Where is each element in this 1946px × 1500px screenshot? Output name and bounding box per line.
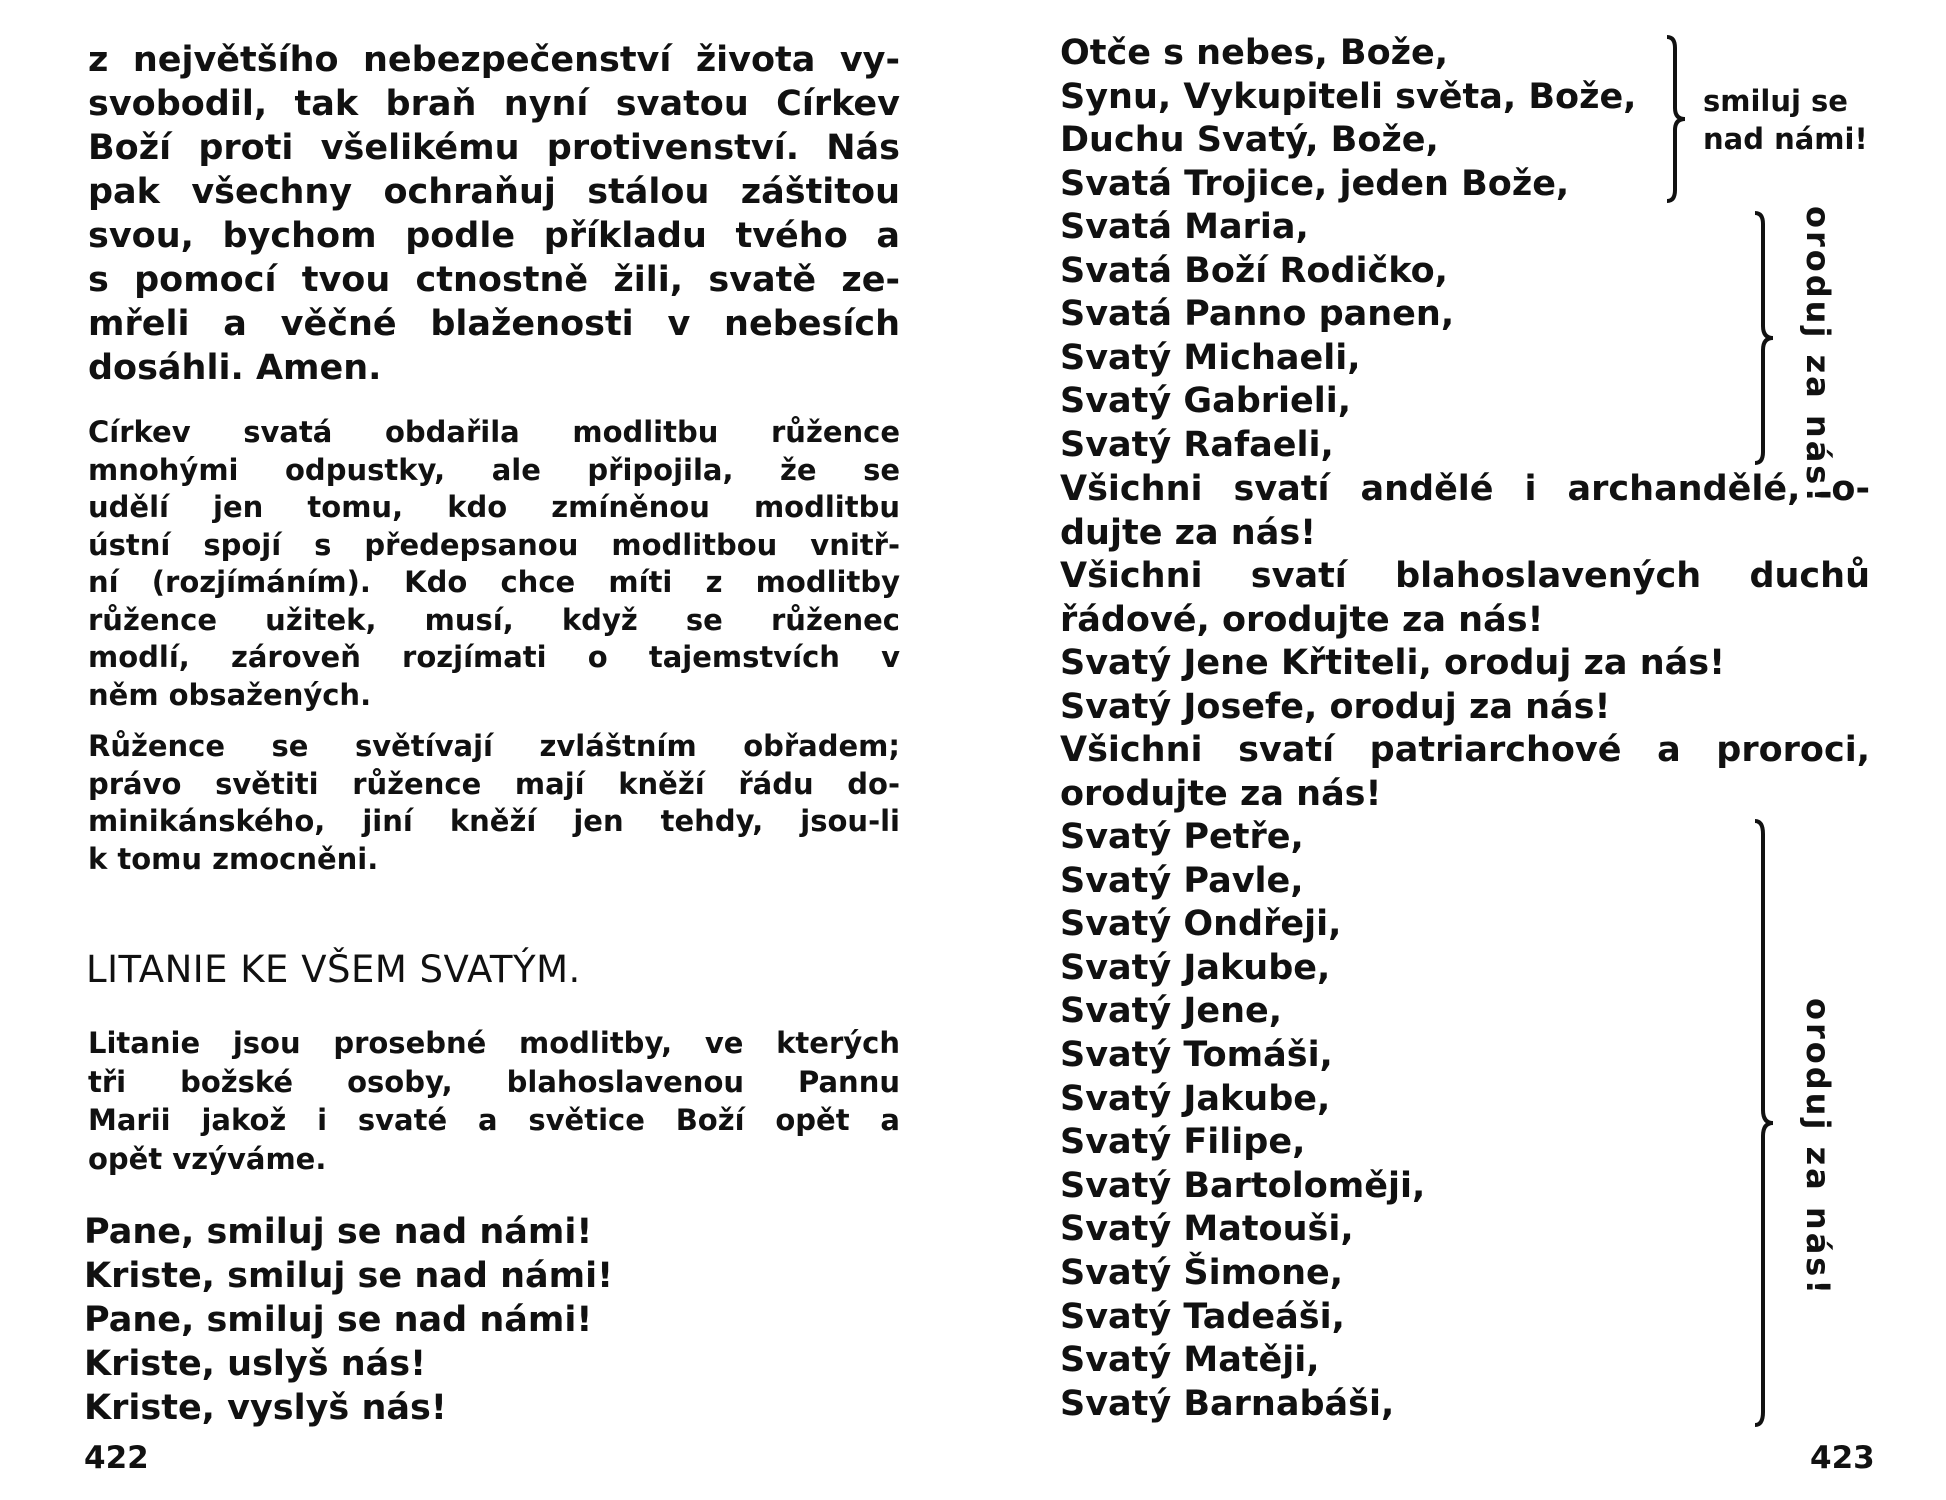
opening-invocations	[84, 1210, 613, 1430]
page-number: 422	[84, 1440, 149, 1476]
invocation-line: Svatý Šimone,	[1060, 1252, 1344, 1293]
text-line: Marii jakož i svaté a světice Boží opět a	[88, 1103, 900, 1137]
invocation-line: Svatý Jakube,	[1060, 947, 1331, 988]
text-line: růžence užitek, musí, když se růženec	[88, 602, 900, 637]
response-oroduj: oroduj za nás!	[1799, 206, 1837, 505]
indulgence-note-paragraph	[88, 414, 900, 714]
text-line: mnohými odpustky, ale připojila, že se	[88, 452, 900, 487]
trinity-brace	[1663, 34, 1693, 204]
text-line: svou, bychom podle příkladu tvého a	[88, 216, 900, 256]
invocation-line: Svatý Filipe,	[1060, 1122, 1306, 1163]
invocation-line: Svatý Jene,	[1060, 991, 1283, 1032]
invocation-line: Pane, smiluj se nad námi!	[84, 1212, 593, 1252]
text-line: ní (rozjímáním). Kdo chce míti z modlitby	[88, 565, 900, 599]
invocation-line: Svatý Ondřeji,	[1060, 904, 1342, 945]
blessing-note-paragraph	[88, 728, 900, 878]
text-line: pak všechny ochraňuj stálou záštitou	[88, 172, 900, 212]
invocation-line: Otče s nebes, Bože,	[1060, 33, 1449, 73]
text-line: svobodil, tak braň nyní svatou Církev	[88, 84, 900, 124]
text-line: právo světiti růžence mají kněží řádu do-	[88, 766, 900, 801]
response-miserere	[1703, 82, 1868, 158]
marian-brace	[1751, 210, 1781, 466]
prayer-conclusion-paragraph	[88, 38, 900, 390]
invocation-line: Svatá Trojice, jeden Bože,	[1060, 163, 1570, 204]
text-line: minikánského, jiní kněží jen tehdy, jsou-li	[88, 804, 900, 838]
text-line: k tomu zmocněni.	[88, 841, 379, 876]
text-line: mřeli a věčné blaženosti v nebesích	[88, 304, 900, 344]
text-line: s pomocí tvou ctnostně žili, svatě ze-	[88, 260, 900, 300]
invocation-line: Svatý Matěji,	[1060, 1340, 1320, 1381]
response-line: nad námi!	[1703, 122, 1868, 156]
text-line: Růžence se světívají zvláštním obřadem;	[88, 729, 900, 763]
text-line: Všichni svatí blahoslavených duchů	[1060, 556, 1870, 596]
text-line: Boží proti všelikému protivenství. Nás	[88, 128, 900, 168]
text-line: ústní spojí s předepsanou modlitbou vnitř-	[88, 527, 900, 562]
archangels-invocation	[1060, 468, 1870, 555]
baptist-invocation: Svatý Jene Křtiteli, oroduj za nás!	[1060, 643, 1726, 683]
apostles-brace	[1751, 818, 1781, 1428]
text-line: Litanie jsou prosebné modlitby, ve kterých	[88, 1026, 900, 1060]
invocation-line: Kriste, uslyš nás!	[84, 1344, 427, 1384]
invocation-line: Svatý Barnabáši,	[1060, 1383, 1395, 1424]
text-line: Všichni svatí andělé i archandělé, o-	[1060, 469, 1870, 509]
text-line: dujte za nás!	[1060, 512, 1317, 553]
page-number: 423	[1810, 1440, 1875, 1476]
invocation-line: Svatý Pavle,	[1060, 860, 1304, 901]
section-heading: LITANIE KE VŠEM SVATÝM.	[86, 948, 581, 991]
joseph-invocation: Svatý Josefe, oroduj za nás!	[1060, 687, 1611, 727]
invocation-line: Svatá Boží Rodičko,	[1060, 250, 1448, 291]
response-oroduj: oroduj za nás!	[1799, 998, 1837, 1297]
text-line: opět vzýváme.	[88, 1141, 327, 1176]
text-line: dosáhli. Amen.	[88, 348, 382, 388]
invocation-line: Svatá Maria,	[1060, 207, 1309, 247]
invocation-line: Kriste, vyslyš nás!	[84, 1388, 447, 1428]
text-line: orodujte za nás!	[1060, 773, 1382, 814]
invocation-line: Svatý Matouši,	[1060, 1209, 1354, 1250]
right-page	[973, 0, 1946, 1500]
apostle-invocations	[1060, 816, 1425, 1426]
response-line: smiluj se	[1703, 84, 1848, 118]
invocation-line: Svatý Michaeli,	[1060, 337, 1361, 378]
invocation-line: Svatý Bartoloměji,	[1060, 1165, 1426, 1206]
invocation-line: Svatý Tomáši,	[1060, 1034, 1333, 1075]
text-line: něm obsažených.	[88, 677, 372, 712]
marian-angel-invocations	[1060, 206, 1454, 468]
text-line: Církev svatá obdařila modlitbu růžence	[88, 415, 900, 449]
invocation-line: Svatý Petře,	[1060, 817, 1304, 857]
text-line: řádové, orodujte za nás!	[1060, 599, 1544, 640]
invocation-line: Pane, smiluj se nad námi!	[84, 1300, 593, 1340]
invocation-line: Svatá Panno panen,	[1060, 294, 1455, 335]
invocation-line: Duchu Svatý, Bože,	[1060, 120, 1439, 161]
text-line: tři božské osoby, blahoslavenou Pannu	[88, 1064, 900, 1099]
invocation-line: Svatý Tadeáši,	[1060, 1296, 1345, 1337]
patriarchs-invocation	[1060, 729, 1870, 816]
text-line: Všichni svatí patriarchové a proroci,	[1060, 730, 1870, 770]
invocation-line: Synu, Vykupiteli světa, Bože,	[1060, 76, 1637, 117]
invocation-line: Svatý Rafaeli,	[1060, 424, 1334, 465]
litany-intro-paragraph	[88, 1024, 900, 1178]
invocation-line: Kriste, smiluj se nad námi!	[84, 1256, 614, 1296]
trinity-invocations	[1060, 32, 1636, 206]
text-line: udělí jen tomu, kdo zmíněnou modlitbu	[88, 490, 900, 524]
text-line: z největšího nebezpečenství života vy-	[88, 40, 900, 80]
invocation-line: Svatý Gabrieli,	[1060, 381, 1352, 422]
invocation-line: Svatý Jakube,	[1060, 1078, 1331, 1119]
text-line: modlí, zároveň rozjímati o tajemstvích v	[88, 640, 900, 674]
choirs-invocation	[1060, 555, 1870, 642]
